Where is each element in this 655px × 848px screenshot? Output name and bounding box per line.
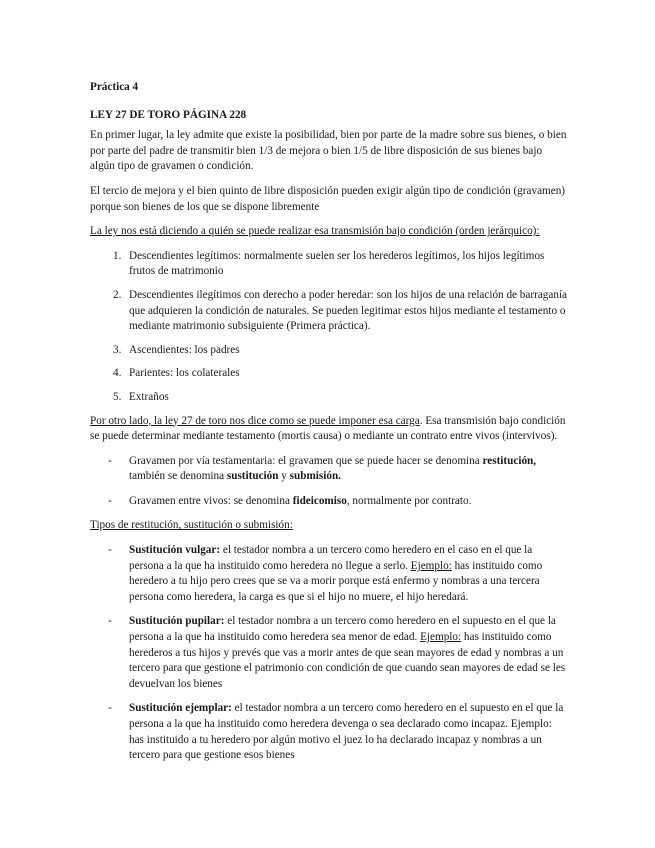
list-item: 1. Descendientes legítimos: normalmente suelen ser los herederos legítimos, los hijos legítimos frutos de matrimonio xyxy=(113,249,545,278)
list-item: 3. Ascendientes: los padres xyxy=(113,343,240,356)
list-item: - Sustitución vulgar: el testador nombra a un tercero como heredero en el caso en el que la persona a la que ha instituido como heredera no llegue a serlo. Ejemplo: has instituido como heredero a tu hijo pero crees que se va a morir porque está enfermo y nombras a una tercera persona como heredera, la carga es que si el hijo no muere, el hijo heredará. xyxy=(108,544,543,603)
list-item: 4. Parientes: los colaterales xyxy=(113,367,240,380)
paragraph-imposition: Por otro lado, la ley 27 de toro nos dice como se puede imponer esa carga. Esa transmisión bajo condición se puede determinar mediante testamento (mortis causa) o mediante un contrato entre vivos (intervivos). xyxy=(90,414,566,443)
paragraph-intro: En primer lugar, la ley admite que existe la posibilidad, bien por parte de la madre sobre sus bienes, o bien por parte del padre de transmitir bien 1/3 de mejora o bien 1/5 de libre disposición de sus bienes bajo algún tipo de gravamen o condición. xyxy=(90,129,567,173)
document-body xyxy=(90,72,568,773)
paragraph-hierarchy-intro: La ley nos está diciendo a quién se puede realizar esa transmisión bajo condición (orden jerárquico): xyxy=(90,225,540,238)
hierarchy-list xyxy=(90,249,568,406)
types-list xyxy=(90,543,568,764)
list-item: - Sustitución ejemplar: el testador nombra a un tercero como heredero en el supuesto en el que la persona a la que ha instituido como heredera devenga o sea declarado como incapaz. Ejemplo: has instituido a tu heredero por algún motivo el juez lo ha declarado incapaz y nombras a un tercero para que gestione esos bienes xyxy=(108,702,564,762)
list-item: - Sustitución pupilar: el testador nombra a un tercero como heredero en el supuesto en el que la persona a la que ha instituido como heredera sea menor de edad. Ejemplo: has instituido como herederos a tus hijos y prevés que vas a morir antes de que sean mayores de edad y nombras a un tercero para que gestione el patrimonio con condición de que cuando sean mayores de edad se les devuelvan los bienes xyxy=(108,615,566,690)
list-item: - Gravamen por vía testamentaria: el gravamen que se puede hacer se denomina restitución, también se denomina sustitución y submisión. xyxy=(108,454,537,483)
gravamen-list xyxy=(90,454,568,510)
paragraph-tercio: El tercio de mejora y el bien quinto de libre disposición pueden exigir algún tipo de condición (gravamen) porque son bienes de los que se dispone libremente xyxy=(90,184,566,213)
list-item: 2. Descendientes ilegítimos con derecho a poder heredar: son los hijos de una relación de barraganía que adquieren la condición de naturales. Se pueden legitimar estos hijos mediante el testamento o mediante matrimonio subsiguiente (Primera práctica). xyxy=(113,288,568,333)
list-item: 5. Extraños xyxy=(113,390,169,403)
practice-title: Práctica 4 xyxy=(90,81,139,93)
list-item: - Gravamen entre vivos: se denomina fideicomiso, normalmente por contrato. xyxy=(108,494,472,507)
law-heading: LEY 27 DE TORO PÁGINA 228 xyxy=(90,108,247,121)
types-heading: Tipos de restitución, sustitución o submisión: xyxy=(90,519,293,532)
